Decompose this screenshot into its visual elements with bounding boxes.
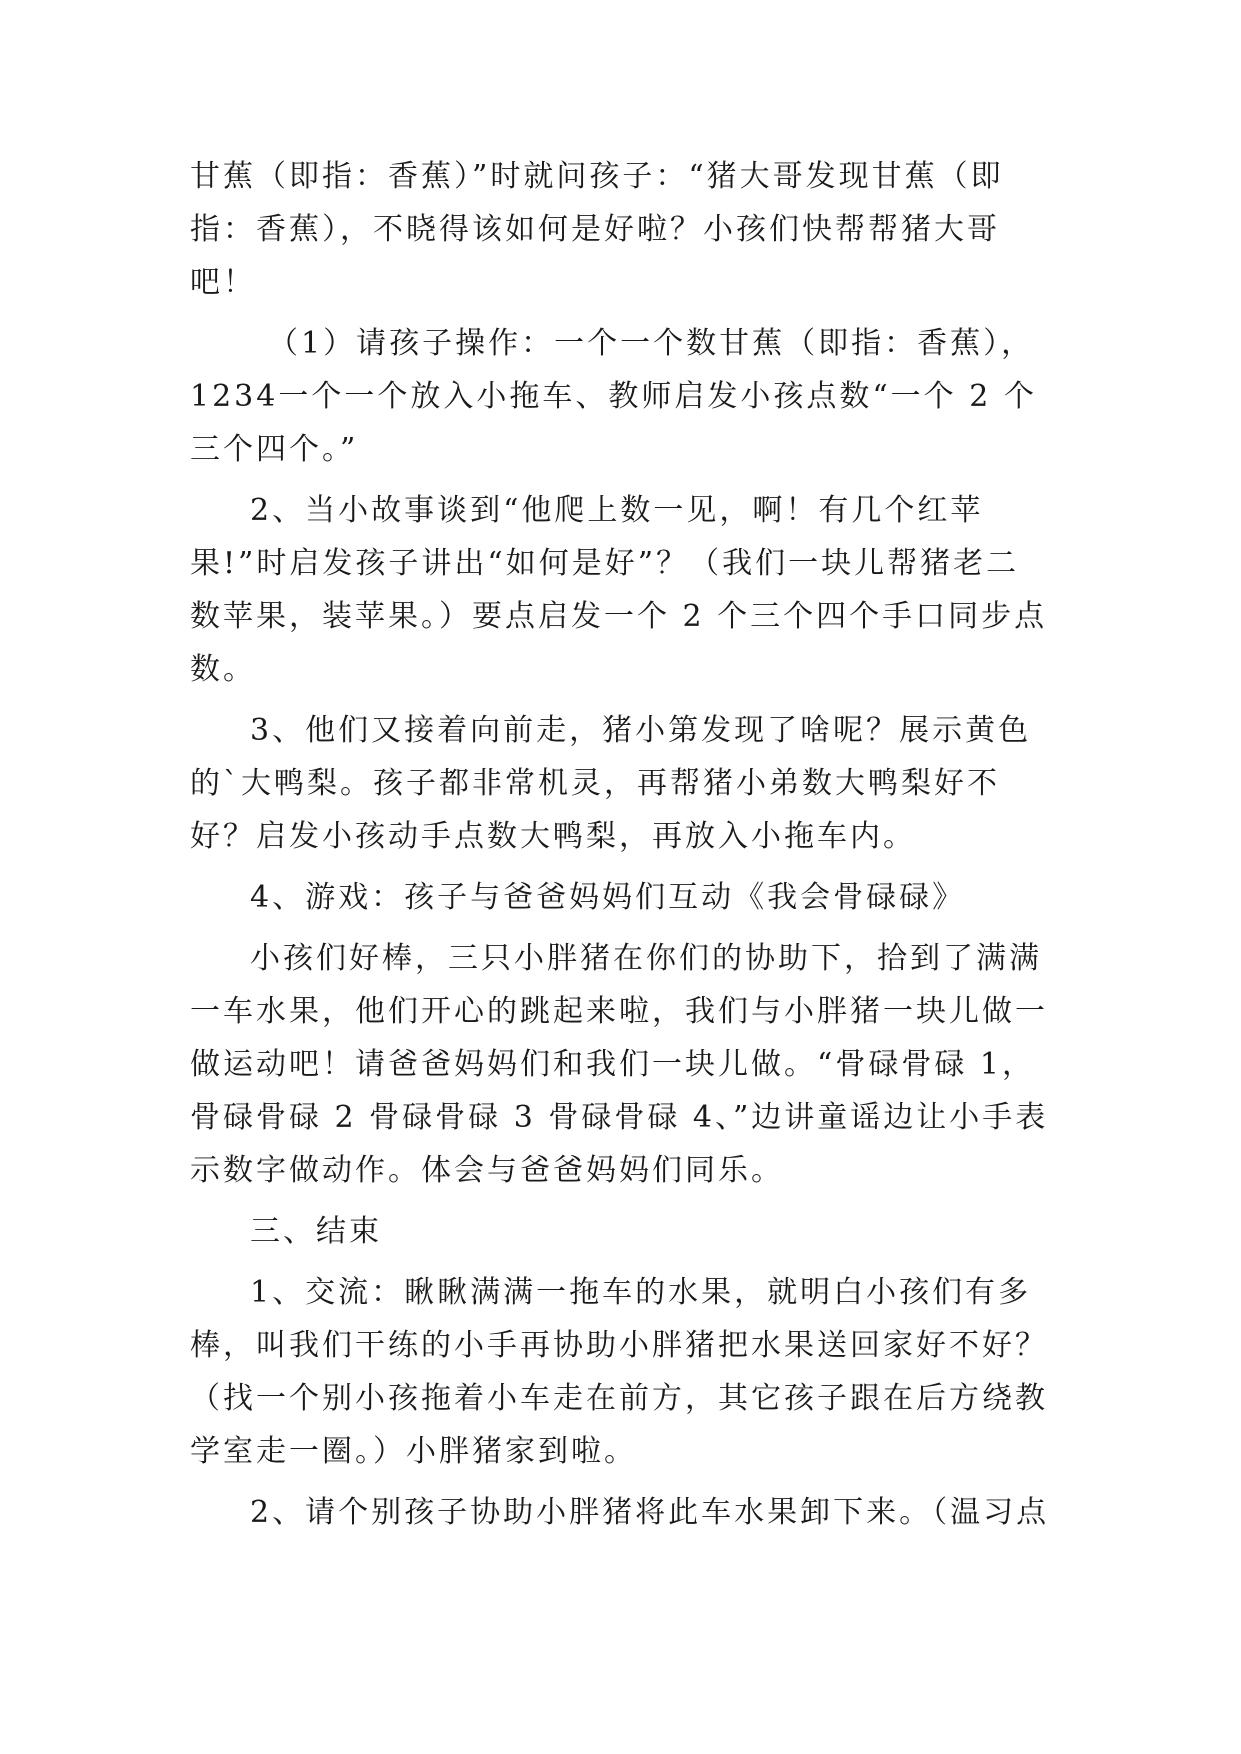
paragraph: 2、请个别孩子协助小胖猪将此车水果卸下来。（温习点 xyxy=(250,1495,1050,1530)
paragraph: 1、交流：瞅瞅满满一拖车的水果，就明白小孩们有多棒，叫我们干练的小手再协助小胖猪把水果送回家好不好？（找一个别小孩拖着小车走在前方，其它孩子跟在后方绕教学室走一圈。）小胖猪家到啦。 xyxy=(190,1275,1048,1469)
paragraph: 3、他们又接着向前走，猪小第发现了啥呢？展示黄色的`大鸭梨。孩子都非常机灵，再帮猪小弟数大鸭梨好不好？启发小孩动手点数大鸭梨，再放入小拖车内。 xyxy=(190,713,1032,854)
paragraph: 小孩们好棒，三只小胖猪在你们的协助下，拾到了满满一车水果，他们开心的跳起来啦，我们与小胖猪一块儿做一做运动吧！请爸爸妈妈们和我们一块儿做。“骨碌骨碌 1，骨碌骨碌 2 骨碌骨碌 3 骨碌骨碌 4、”边讲童谣边让小手表示数字做动作。体会与爸爸妈妈们同乐。 xyxy=(190,941,1049,1188)
section-heading: 三、结束 xyxy=(250,1214,382,1249)
paragraph: 4、游戏：孩子与爸爸妈妈们互动《我会骨碌碌》 xyxy=(250,880,966,915)
document-body xyxy=(190,150,1050,1547)
paragraph: （1）请孩子操作：一个一个数甘蕉（即指：香蕉），1234一个一个放入小拖车、教师启发小孩点数“一个 2 个三个四个。” xyxy=(190,326,1037,467)
paragraph: 甘蕉（即指：香蕉）”时就问孩子：“猪大哥发现甘蕉（即指：香蕉），不晓得该如何是好啦？小孩们快帮帮猪大哥吧！ xyxy=(190,159,1004,300)
paragraph: 2、当小故事谈到“他爬上数一见，啊！有几个红苹果!”时启发孩子讲出“如何是好”？（我们一块儿帮猪老二数苹果，装苹果。）要点启发一个 2 个三个四个手口同步点数。 xyxy=(190,493,1048,687)
